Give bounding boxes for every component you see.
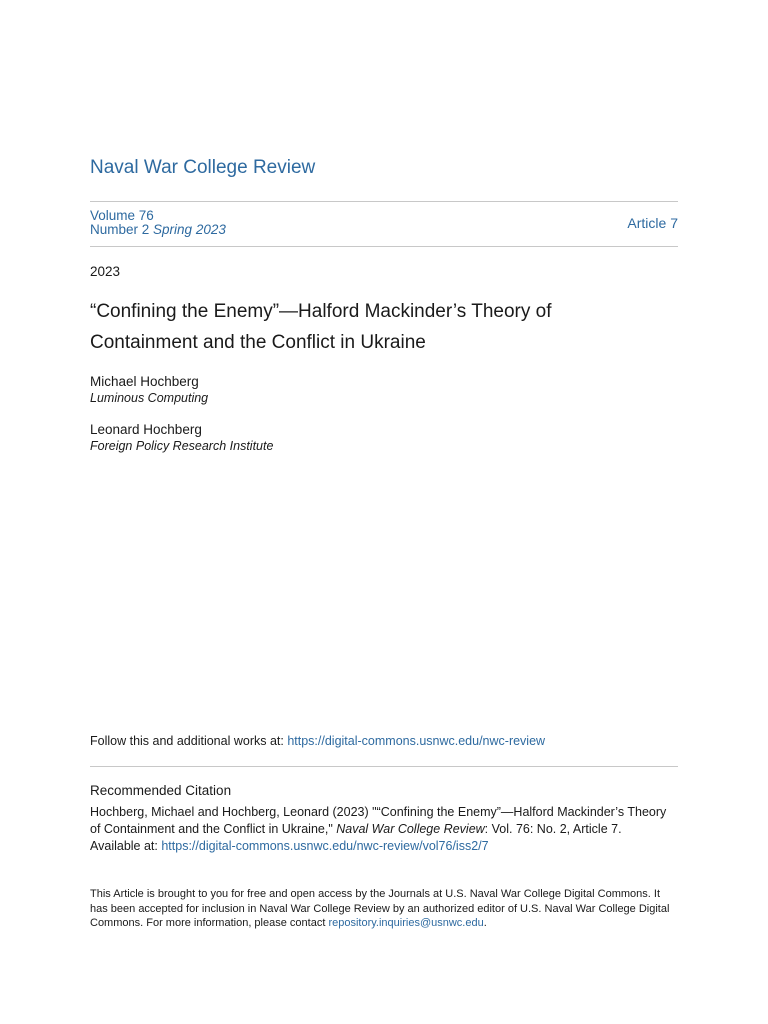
author-name: Michael Hochberg	[90, 374, 199, 389]
divider-citation	[90, 766, 678, 767]
access-notice	[90, 887, 680, 931]
follow-text: Follow this and additional works at:	[90, 734, 288, 748]
access-notice-text: This Article is brought to you for free and open access by the Journals at U.S. Naval War College Digital Commons. It has been accepted for inclusion in Naval War College Review by an authorized editor of U.S. Naval War College Digital Commons. For more information, please contact	[90, 888, 670, 929]
cover-page	[90, 0, 678, 1024]
access-notice-end: .	[483, 917, 487, 929]
author-entry	[90, 421, 273, 455]
journal-title-link[interactable]: Naval War College Review	[90, 157, 316, 178]
issue-season-link[interactable]: Spring 2023	[153, 222, 226, 237]
issue-info	[90, 209, 226, 237]
divider-issue	[90, 246, 678, 247]
citation-available-label: Available at:	[90, 839, 162, 853]
article-title: “Confining the Enemy”—Halford Mackinder’s Theory of Containment and the Conflict in Ukraine	[90, 301, 552, 353]
publication-year: 2023	[90, 264, 121, 279]
issue-number-link[interactable]: Number 2	[90, 222, 150, 237]
contact-email-link[interactable]: repository.inquiries@usnwc.edu	[328, 917, 484, 929]
citation-available-link[interactable]: https://digital-commons.usnwc.edu/nwc-review/vol76/iss2/7	[161, 839, 489, 853]
author-entry	[90, 373, 208, 407]
citation-authors-title: Hochberg, Michael and Hochberg, Leonard (2023) "“Confining the Enemy”—Halford Mackinder’s Theory of Containment and the Conflict in Ukraine,"	[90, 805, 667, 836]
author-affiliation: Foreign Policy Research Institute	[90, 439, 274, 453]
citation-heading: Recommended Citation	[90, 783, 232, 798]
citation-journal: Naval War College Review	[336, 822, 485, 836]
follow-line	[90, 734, 545, 748]
citation-text	[90, 804, 680, 855]
author-affiliation: Luminous Computing	[90, 391, 209, 405]
follow-link[interactable]: https://digital-commons.usnwc.edu/nwc-review	[287, 734, 546, 748]
author-name: Leonard Hochberg	[90, 422, 202, 437]
volume-link[interactable]: Volume 76	[90, 208, 154, 223]
article-number-link[interactable]: Article 7	[627, 215, 678, 231]
divider-top	[90, 201, 678, 202]
citation-volume: : Vol. 76: No. 2, Article 7.	[484, 822, 622, 836]
